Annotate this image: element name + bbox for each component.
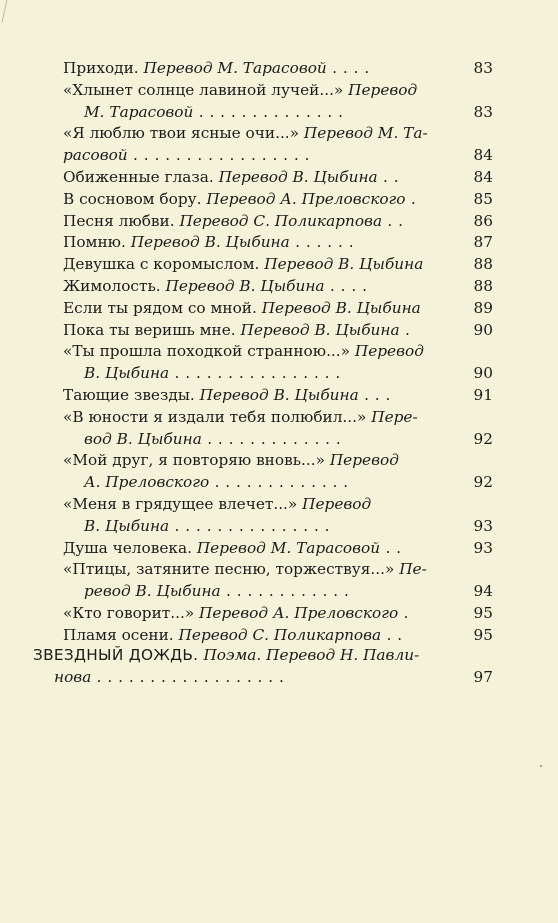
- toc-line: [63, 581, 493, 603]
- entry-translator: Перевод: [329, 451, 399, 470]
- entry-translator: Перевод М. Тарасовой: [143, 59, 327, 77]
- page-number: 93: [473, 538, 493, 557]
- toc-line: [63, 516, 493, 538]
- page-number: 92: [473, 473, 493, 492]
- entry-title: Тающие звезды.: [63, 385, 200, 404]
- page-number: 83: [473, 102, 493, 121]
- page-number: 83: [473, 59, 493, 77]
- page-number: 84: [473, 167, 493, 186]
- toc-line: [63, 167, 493, 189]
- toc-line: [63, 559, 493, 581]
- entry-title: Пламя осени.: [63, 625, 179, 644]
- toc-line: [63, 276, 493, 298]
- leader-dots: . .: [377, 167, 400, 186]
- page-number: 90: [473, 320, 493, 339]
- section-title: ЗВЕЗДНЫЙ ДОЖДЬ.: [33, 646, 204, 664]
- entry-translator: А. Преловского: [84, 473, 210, 492]
- entry-translator: вод В. Цыбина: [84, 429, 202, 448]
- section-entry: [33, 645, 493, 689]
- toc-line: [63, 472, 493, 494]
- toc-line: [63, 58, 493, 80]
- page-number: 84: [473, 146, 493, 165]
- toc-line: [63, 298, 493, 320]
- leader-dots: . . . . . . . . . . . . . .: [193, 102, 344, 121]
- page-number: 93: [473, 516, 493, 535]
- toc-line: [63, 320, 493, 342]
- leader-dots: . .: [382, 211, 404, 230]
- entry-translator: В. Цыбина: [84, 516, 170, 535]
- toc-line: [63, 625, 493, 647]
- toc-line: [63, 407, 493, 429]
- toc-line: [63, 211, 493, 233]
- toc-line: [63, 429, 493, 451]
- toc-line: [63, 254, 493, 276]
- page-number: 91: [473, 385, 493, 404]
- page-number: 95: [473, 625, 493, 644]
- entry-translator: Перевод В. Цыбина: [218, 167, 378, 186]
- entry-translator: расовой: [63, 146, 128, 165]
- toc-line: [63, 603, 493, 625]
- entry-title: «Я люблю твои ясные очи...»: [63, 124, 304, 143]
- entry-translator: Перевод: [348, 80, 418, 99]
- entry-translator: Перевод В. Цыбина: [165, 276, 325, 295]
- section-line-2: [33, 667, 493, 689]
- toc-line: [63, 538, 493, 560]
- page-number: 97: [473, 667, 493, 686]
- page-number: 90: [473, 364, 493, 383]
- speck: [540, 765, 542, 767]
- entry-translator: ревод В. Цыбина: [84, 582, 221, 601]
- leader-dots: . . . . . . . . . . . .: [220, 582, 350, 601]
- leader-dots: . .: [381, 625, 403, 644]
- entry-translator: Перевод В. Цыбина: [130, 233, 290, 252]
- entry-title: «Ты прошла походкой странною...»: [63, 342, 355, 361]
- leader-dots: .: [405, 189, 417, 208]
- entry-title: «Хлынет солнце лавиной лучей...»: [63, 80, 349, 99]
- leader-dots: . . . . . . . . . . . . .: [201, 429, 342, 448]
- entry-title: Обиженные глаза.: [63, 167, 219, 186]
- entry-title: «Мой друг, я повторяю вновь...»: [63, 451, 330, 470]
- page-number: 89: [473, 298, 493, 317]
- entry-title: В сосновом бору.: [63, 189, 207, 208]
- toc-line: [63, 232, 493, 254]
- entry-translator: Пе-: [399, 560, 427, 579]
- entry-translator: Перевод С. Поликарпова: [178, 625, 382, 644]
- toc-line: [63, 80, 493, 102]
- entry-translator: Перевод С. Поликарпова: [179, 211, 383, 230]
- table-of-contents: [63, 58, 493, 647]
- leader-dots: . . . . . . . . . . . . . . . . .: [127, 146, 310, 165]
- entry-title: Пока ты веришь мне.: [63, 320, 241, 339]
- entry-translator: Перевод В. Цыбина: [240, 320, 400, 339]
- section-line-1: [33, 645, 493, 667]
- section-subtitle: Поэма. Перевод Н. Павли-: [203, 646, 420, 664]
- leader-dots: . . . . . . . . . . . . .: [209, 473, 349, 492]
- toc-line: [63, 123, 493, 145]
- entry-translator: Перевод М. Тарасовой: [196, 538, 381, 557]
- leader-dots: . . . . . . . . . . . . . . . .: [169, 364, 341, 383]
- entry-translator: Перевод А. Преловского: [199, 603, 399, 622]
- entry-translator: Перевод В. Цыбина: [199, 385, 359, 404]
- entry-translator: Пере-: [371, 407, 418, 426]
- entry-title: «В юности я издали тебя полюбил...»: [63, 407, 372, 426]
- leader-dots: . . . . . .: [289, 233, 355, 252]
- toc-line: [63, 145, 493, 167]
- section-subtitle-cont: нова: [54, 667, 92, 686]
- entry-translator: Перевод: [354, 342, 424, 361]
- toc-line: [63, 385, 493, 407]
- entry-translator: Перевод: [302, 494, 372, 513]
- entry-title: Девушка с коромыслом.: [63, 255, 265, 274]
- leader-dots: . . . .: [326, 59, 370, 77]
- entry-title: Если ты рядом со мной.: [63, 298, 262, 317]
- page-number: 95: [473, 603, 493, 622]
- entry-title: «Кто говорит...»: [63, 603, 200, 622]
- leader-dots: . .: [380, 538, 402, 557]
- leader-dots: . . . .: [324, 276, 368, 295]
- toc-line: [63, 341, 493, 363]
- toc-line: [63, 450, 493, 472]
- entry-translator: М. Тарасовой: [84, 102, 194, 121]
- page-number: 88: [473, 255, 493, 274]
- page-number: 86: [473, 211, 493, 230]
- entry-translator: Перевод В. Цыбина: [264, 255, 424, 274]
- toc-line: [63, 102, 493, 124]
- margin-mark: [2, 0, 14, 22]
- entry-title: Приходи.: [63, 59, 144, 77]
- toc-line: [63, 494, 493, 516]
- entry-title: «Меня в грядущее влечет...»: [63, 494, 303, 513]
- page-number: 92: [473, 429, 493, 448]
- toc-line: [63, 363, 493, 385]
- page-number: 94: [473, 582, 493, 601]
- entry-translator: Перевод А. Преловского: [206, 189, 406, 208]
- entry-title: Песня любви.: [63, 211, 180, 230]
- page-number: 88: [473, 276, 493, 295]
- entry-translator: В. Цыбина: [84, 364, 170, 383]
- entry-translator: Перевод М. Та-: [303, 124, 428, 143]
- page-number: 87: [473, 233, 493, 252]
- leader-dots: . . . . . . . . . . . . . . .: [169, 516, 331, 535]
- leader-dots: . . . . . . . . . . . . . . . . . .: [91, 667, 285, 686]
- toc-line: [63, 189, 493, 211]
- entry-translator: Перевод В. Цыбина: [261, 298, 421, 317]
- leader-dots: .: [399, 320, 411, 339]
- entry-title: Душа человека.: [63, 538, 197, 557]
- entry-title: Жимолость.: [63, 276, 166, 295]
- entry-title: «Птицы, затяните песню, торжествуя...»: [63, 560, 400, 579]
- leader-dots: . . .: [358, 385, 391, 404]
- page-number: 85: [473, 189, 493, 208]
- leader-dots: .: [398, 603, 409, 622]
- entry-title: Помню.: [63, 233, 131, 252]
